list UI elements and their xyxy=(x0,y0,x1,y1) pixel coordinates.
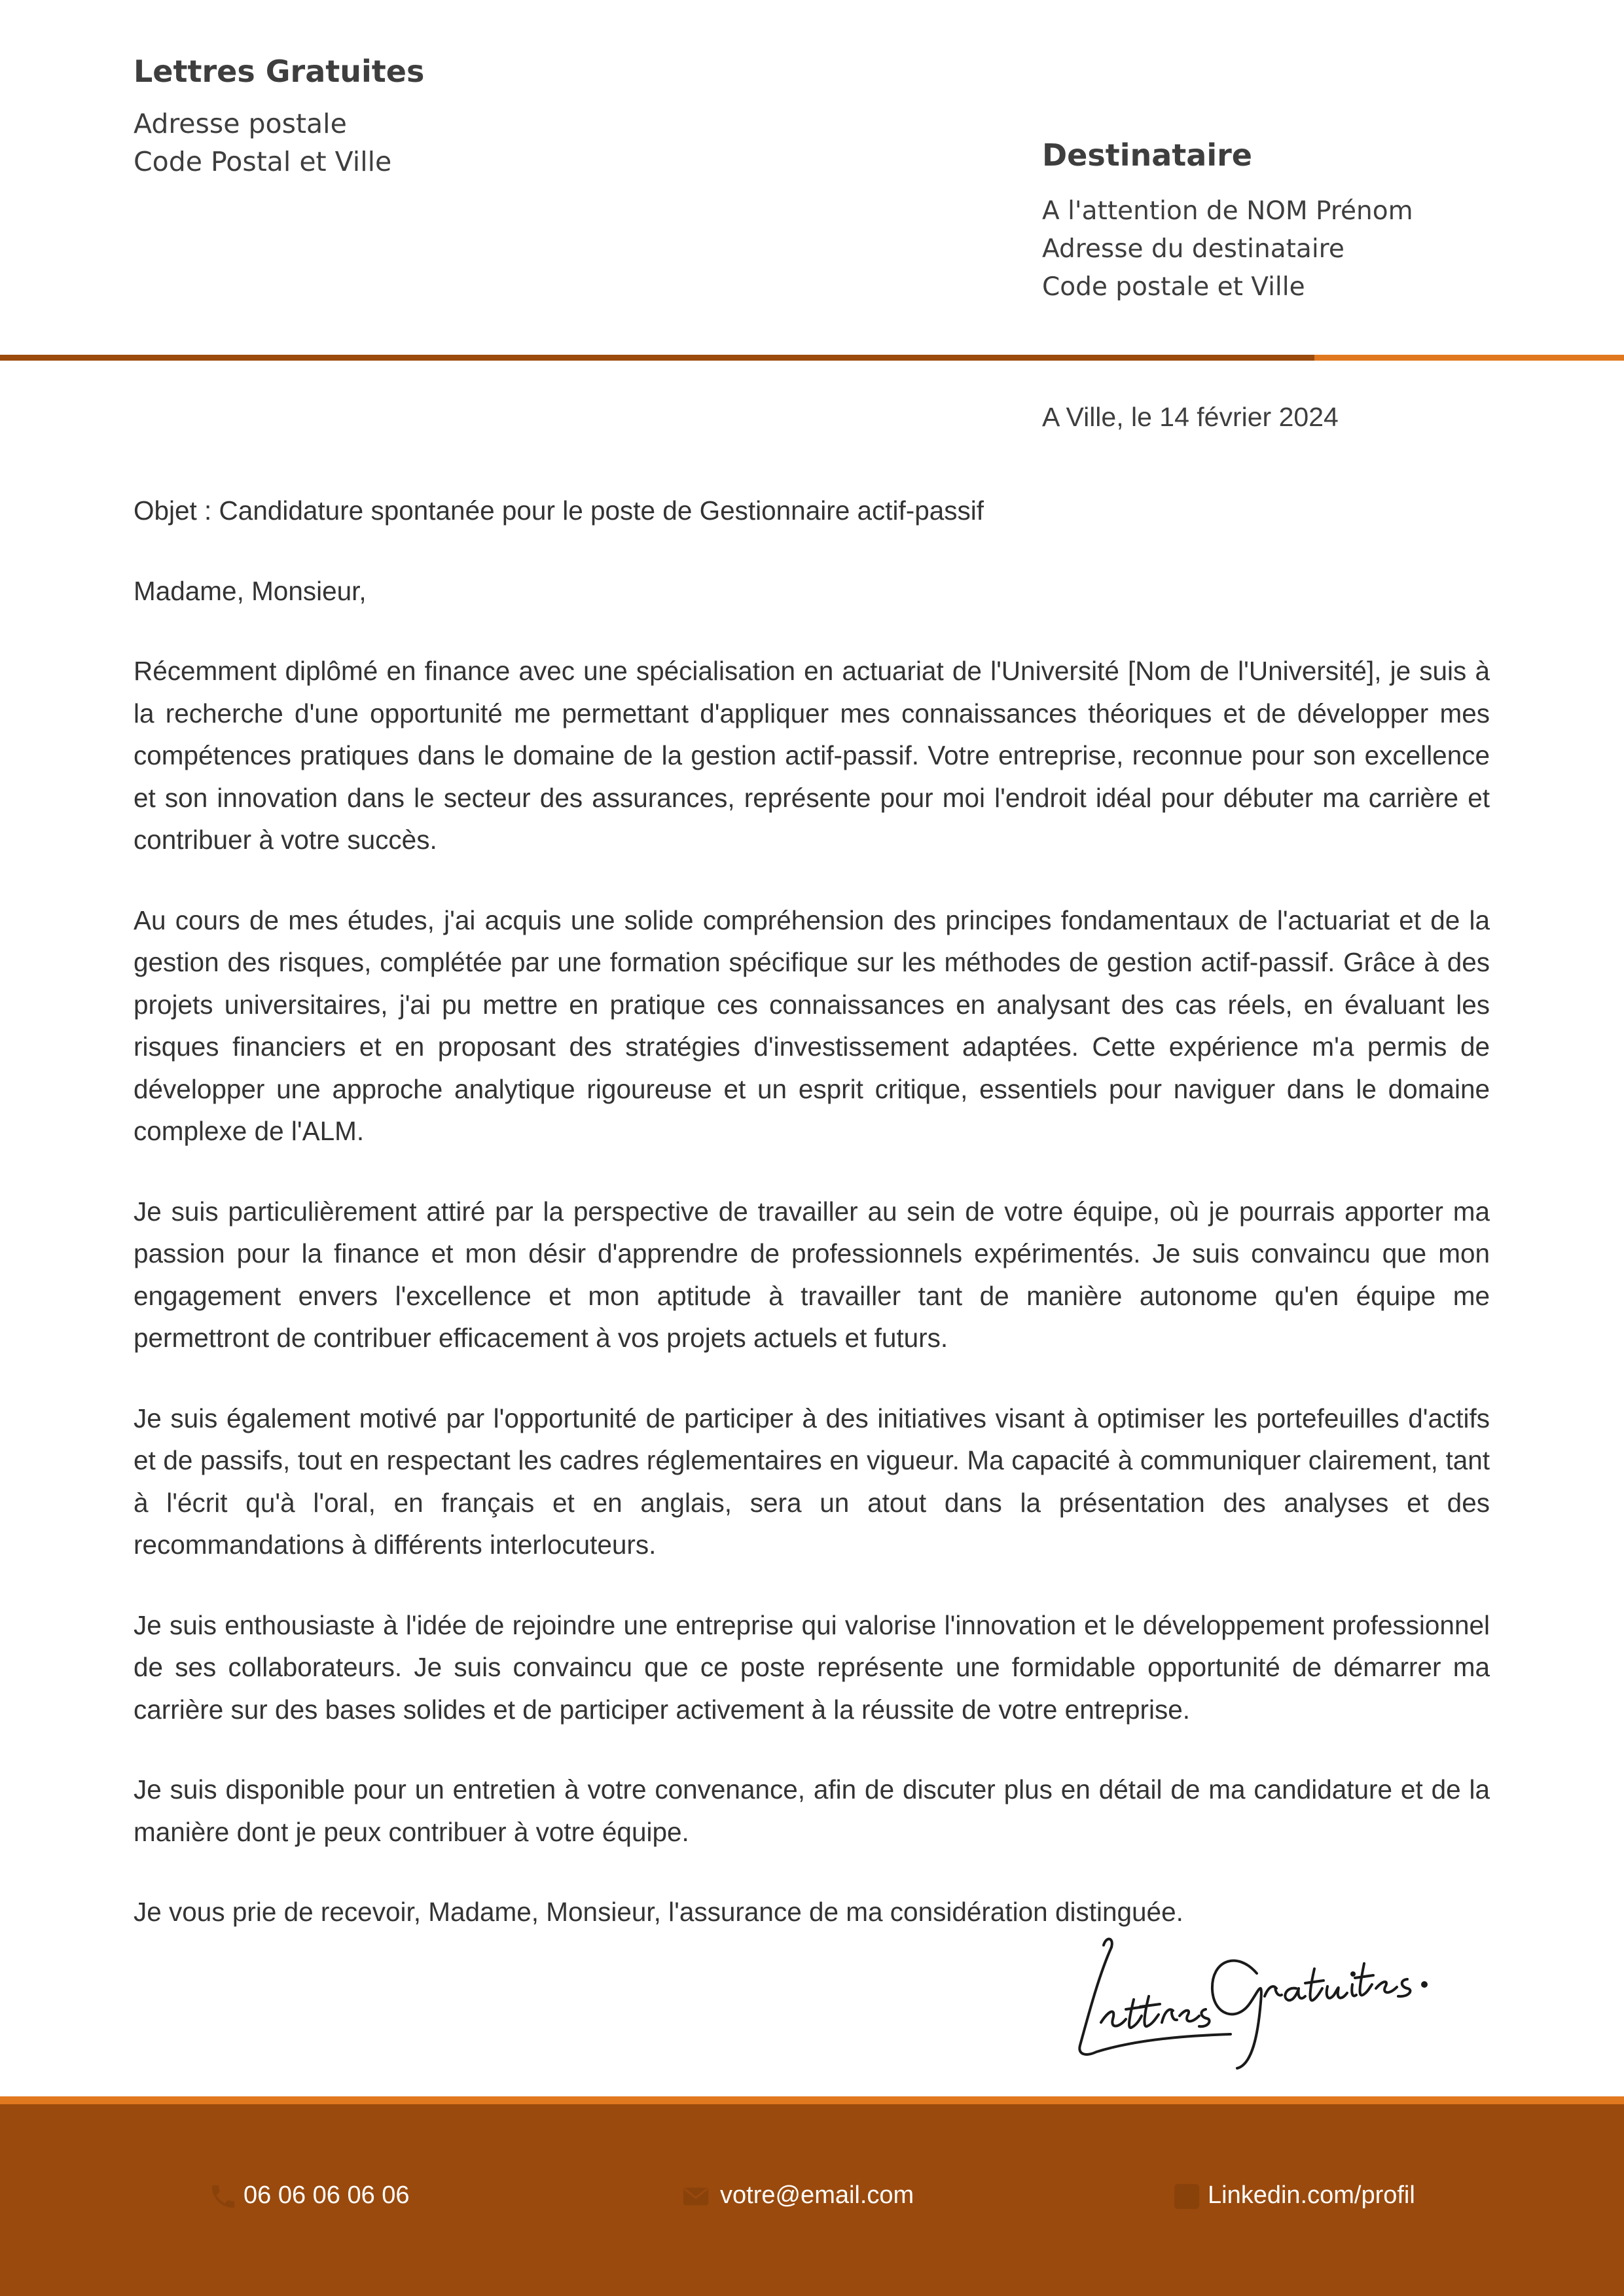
footer-linkedin[interactable]: Linkedin.com/profil xyxy=(1208,2181,1415,2209)
letter-body xyxy=(134,490,1490,1971)
linkedin-icon xyxy=(1172,2181,1202,2212)
header-divider-light xyxy=(1314,355,1624,361)
letter-paragraph: Je suis particulièrement attiré par la perspective de travailler au sein de votre équipe, où je pourrais apporter ma passion pour la finance et mon désir d'apprendre de professionnels expérimentés. Je suis convaincu que mon engagement envers l'excellence et mon aptitude à travailler tant de manière autonome qu'en équipe me permettront de contribuer efficacement à vos projets actuels et futurs. xyxy=(134,1196,1490,1353)
sender-block xyxy=(134,54,723,181)
sender-address-line1: Adresse postale xyxy=(134,108,347,139)
header-divider-dark xyxy=(0,355,1314,361)
recipient-address: Adresse du destinataire xyxy=(1042,234,1344,264)
letter-paragraph: Je suis également motivé par l'opportunité de participer à des initiatives visant à optimiser les portefeuilles d'actifs et de passifs, tout en respectant les cadres réglementaires en vigueur. Ma capacité à communiquer clairement, tant à l'écrit qu'à l'oral, en français et en anglais, sera un atout dans la présentation des analyses et des recommandations à différents interlocuteurs. xyxy=(134,1403,1490,1560)
letter-date: A Ville, le 14 février 2024 xyxy=(1042,402,1339,432)
letter-object: Objet : Candidature spontanée pour le poste de Gestionnaire actif-passif xyxy=(134,495,984,526)
footer xyxy=(0,2104,1624,2296)
letter-paragraph: Je suis disponible pour un entretien à votre convenance, afin de discuter plus en détail de ma candidature et de la manière dont je peux contribuer à votre équipe. xyxy=(134,1774,1490,1847)
letter-closing: Je vous prie de recevoir, Madame, Monsieur, l'assurance de ma considération distinguée. xyxy=(134,1897,1183,1927)
email-icon xyxy=(681,2181,711,2212)
recipient-city: Code postale et Ville xyxy=(1042,272,1305,302)
letter-paragraph: Récemment diplômé en finance avec une spécialisation en actuariat de l'Université [Nom de l'Université], je suis à la recherche d'une opportunité me permettant d'appliquer mes connaissances théoriques et de développer mes compétences pratiques dans le domaine de la gestion actif-passif. Votre entreprise, reconnue pour son excellence et son innovation dans le secteur des assurances, représente pour moi l'endroit idéal pour débuter ma carrière et contribuer à votre succès. xyxy=(134,656,1490,855)
footer-top-stripe xyxy=(0,2096,1624,2104)
letter-paragraph: Au cours de mes études, j'ai acquis une solide compréhension des principes fondamentaux de l'actuariat et de la gestion des risques, complétée par une formation spécifique sur les méthodes de gestion actif-passif. Grâce à des projets universitaires, j'ai pu mettre en pratique ces connaissances en analysant des cas réels, en évaluant les risques financiers et en proposant des stratégies d'investissement adaptées. Cette expérience m'a permis de développer une approche analytique rigoureuse et un esprit critique, essentiels pour naviguer dans le domaine complexe de l'ALM. xyxy=(134,905,1490,1146)
recipient-title: Destinataire xyxy=(1042,137,1252,173)
letter-greeting: Madame, Monsieur, xyxy=(134,575,367,606)
sender-name: Lettres Gratuites xyxy=(134,54,425,89)
recipient-block xyxy=(1042,137,1579,306)
sender-address-line2: Code Postal et Ville xyxy=(134,146,392,177)
handwritten-signature xyxy=(1060,1911,1447,2075)
footer-email[interactable]: votre@email.com xyxy=(720,2181,914,2209)
letter-paragraph: Je suis enthousiaste à l'idée de rejoindre une entreprise qui valorise l'innovation et le développement professionnel de ses collaborateurs. Je suis convaincu que ce poste représente une formidable opportunité de démarrer ma carrière sur des bases solides et de participer activement à la réussite de votre entreprise. xyxy=(134,1609,1490,1725)
phone-icon xyxy=(208,2181,238,2212)
footer-phone[interactable]: 06 06 06 06 06 xyxy=(244,2181,410,2209)
recipient-attention: A l'attention de NOM Prénom xyxy=(1042,196,1413,226)
